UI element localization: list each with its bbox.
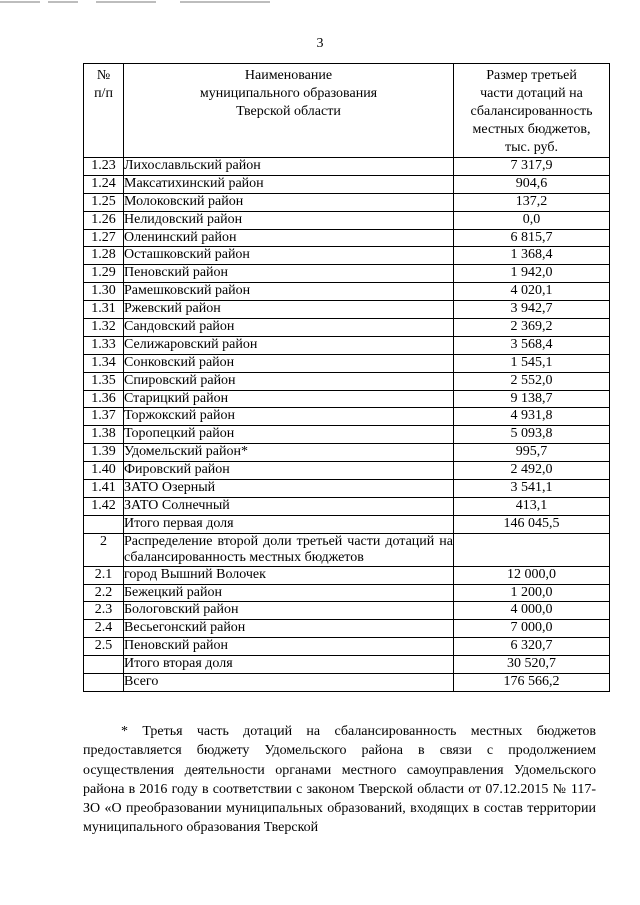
table-row	[84, 444, 610, 462]
subsidy-amount: 413,1	[454, 497, 610, 515]
table-row	[84, 211, 610, 229]
row-number: 1.28	[84, 247, 124, 265]
table-row	[84, 462, 610, 480]
row-number: 1.39	[84, 444, 124, 462]
header-municipality-name: Наименование муниципального образования Тверской области	[124, 64, 454, 158]
table-row	[84, 158, 610, 176]
municipality-name: Пеновский район	[124, 638, 454, 656]
municipality-name: Бежецкий район	[124, 584, 454, 602]
subsidy-amount: 1 942,0	[454, 265, 610, 283]
subsidy-amount: 6 320,7	[454, 638, 610, 656]
row-number: 1.25	[84, 193, 124, 211]
municipality-name: ЗАТО Солнечный	[124, 497, 454, 515]
table-row	[84, 620, 610, 638]
row-number: 1.24	[84, 175, 124, 193]
row-number: 1.42	[84, 497, 124, 515]
subtotal-label: Итого вторая доля	[124, 656, 454, 674]
table-row	[84, 301, 610, 319]
municipality-name: Лихославльский район	[124, 158, 454, 176]
table-header-row	[84, 64, 610, 158]
row-number: 2.4	[84, 620, 124, 638]
table-row	[84, 372, 610, 390]
municipality-name: Старицкий район	[124, 390, 454, 408]
total-row	[84, 674, 610, 692]
row-number: 1.36	[84, 390, 124, 408]
table-row	[84, 480, 610, 498]
municipality-name: Удомельский район*	[124, 444, 454, 462]
row-number: 1.34	[84, 354, 124, 372]
table-row	[84, 336, 610, 354]
subtotal-label: Итого первая доля	[124, 515, 454, 533]
page-number: 3	[316, 36, 324, 51]
row-number: 2.3	[84, 602, 124, 620]
table-row	[84, 390, 610, 408]
row-number: 1.38	[84, 426, 124, 444]
table-row	[84, 265, 610, 283]
subsidy-amount: 9 138,7	[454, 390, 610, 408]
row-number: 1.27	[84, 229, 124, 247]
municipality-name: город Вышний Волочек	[124, 566, 454, 584]
table-row	[84, 193, 610, 211]
row-number: 1.31	[84, 301, 124, 319]
municipality-name: Бологовский район	[124, 602, 454, 620]
subsidy-amount: 6 815,7	[454, 229, 610, 247]
subtotal-amount: 30 520,7	[454, 656, 610, 674]
subsidy-amount: 4 931,8	[454, 408, 610, 426]
table-row	[84, 584, 610, 602]
subtotal-row-second-share	[84, 656, 610, 674]
municipality-name: Нелидовский район	[124, 211, 454, 229]
municipality-name: Рамешковский район	[124, 283, 454, 301]
section-title: Распределение второй доли третьей части дотаций на сбалансированность местных бюджетов	[124, 533, 453, 565]
row-number	[84, 515, 124, 533]
subsidy-amount: 3 541,1	[454, 480, 610, 498]
row-number: 2.2	[84, 584, 124, 602]
row-number: 1.35	[84, 372, 124, 390]
subsidy-amount: 12 000,0	[454, 566, 610, 584]
row-number: 1.29	[84, 265, 124, 283]
table-row	[84, 638, 610, 656]
table-row	[84, 229, 610, 247]
scan-top-edge-marks	[0, 0, 640, 6]
table-row	[84, 175, 610, 193]
table-row	[84, 354, 610, 372]
subsidy-amount: 2 492,0	[454, 462, 610, 480]
row-number: 1.41	[84, 480, 124, 498]
municipality-name: Сонковский район	[124, 354, 454, 372]
municipality-name: Спировский район	[124, 372, 454, 390]
header-subsidy-amount: Размер третьей части дотаций на сбалансированность местных бюджетов, тыс. руб.	[454, 64, 610, 158]
row-number: 1.32	[84, 319, 124, 337]
subtotal-row-first-share	[84, 515, 610, 533]
subsidy-amount: 1 368,4	[454, 247, 610, 265]
row-number: 2.1	[84, 566, 124, 584]
table-row	[84, 566, 610, 584]
subsidy-amount	[454, 533, 610, 566]
municipality-name: Сандовский район	[124, 319, 454, 337]
header-number: № п/п	[84, 64, 124, 158]
row-number	[84, 656, 124, 674]
municipality-name: Оленинский район	[124, 229, 454, 247]
municipality-name: Торопецкий район	[124, 426, 454, 444]
subsidy-amount: 3 568,4	[454, 336, 610, 354]
subsidy-amount: 4 000,0	[454, 602, 610, 620]
row-number: 1.37	[84, 408, 124, 426]
municipality-name: Пеновский район	[124, 265, 454, 283]
footnote	[83, 722, 596, 838]
subsidy-table	[83, 63, 610, 692]
row-number: 1.40	[84, 462, 124, 480]
section-number: 2	[84, 533, 124, 566]
subsidy-amount: 2 369,2	[454, 319, 610, 337]
municipality-name: Максатихинский район	[124, 175, 454, 193]
subsidy-amount: 1 200,0	[454, 584, 610, 602]
subsidy-amount: 5 093,8	[454, 426, 610, 444]
table-row	[84, 408, 610, 426]
row-number: 2.5	[84, 638, 124, 656]
subsidy-amount: 7 317,9	[454, 158, 610, 176]
section-header-row	[84, 533, 610, 566]
subsidy-amount: 4 020,1	[454, 283, 610, 301]
municipality-name: Ржевский район	[124, 301, 454, 319]
table-row	[84, 319, 610, 337]
subsidy-amount: 904,6	[454, 175, 610, 193]
subsidy-amount: 2 552,0	[454, 372, 610, 390]
subtotal-amount: 146 045,5	[454, 515, 610, 533]
row-number: 1.26	[84, 211, 124, 229]
municipality-name: Селижаровский район	[124, 336, 454, 354]
subsidy-amount: 3 942,7	[454, 301, 610, 319]
footnote-text: * Третья часть дотаций на сбалансированность местных бюджетов предоставляется бюджету Удомельского района в связи с продолжением осуществления деятельности органами местного самоуправления Удомельского района в 2016 году в соответствии с законом Тверской области от 07.12.2015 № 117-ЗО «О преобразовании муниципальных образований, входящих в состав территории муниципального образования Тверской	[83, 724, 596, 836]
municipality-name: Фировский район	[124, 462, 454, 480]
subsidy-amount: 7 000,0	[454, 620, 610, 638]
table-row	[84, 247, 610, 265]
row-number: 1.33	[84, 336, 124, 354]
total-label: Всего	[124, 674, 454, 692]
table-row	[84, 426, 610, 444]
subsidy-amount: 0,0	[454, 211, 610, 229]
subsidy-amount: 1 545,1	[454, 354, 610, 372]
table-row	[84, 283, 610, 301]
municipality-name: Осташковский район	[124, 247, 454, 265]
row-number	[84, 674, 124, 692]
municipality-name: Торжокский район	[124, 408, 454, 426]
table-row	[84, 497, 610, 515]
municipality-name: Весьегонский район	[124, 620, 454, 638]
total-amount: 176 566,2	[454, 674, 610, 692]
table-row	[84, 602, 610, 620]
row-number: 1.30	[84, 283, 124, 301]
subsidy-amount: 995,7	[454, 444, 610, 462]
row-number: 1.23	[84, 158, 124, 176]
municipality-name: Молоковский район	[124, 193, 454, 211]
subsidy-amount: 137,2	[454, 193, 610, 211]
municipality-name: ЗАТО Озерный	[124, 480, 454, 498]
